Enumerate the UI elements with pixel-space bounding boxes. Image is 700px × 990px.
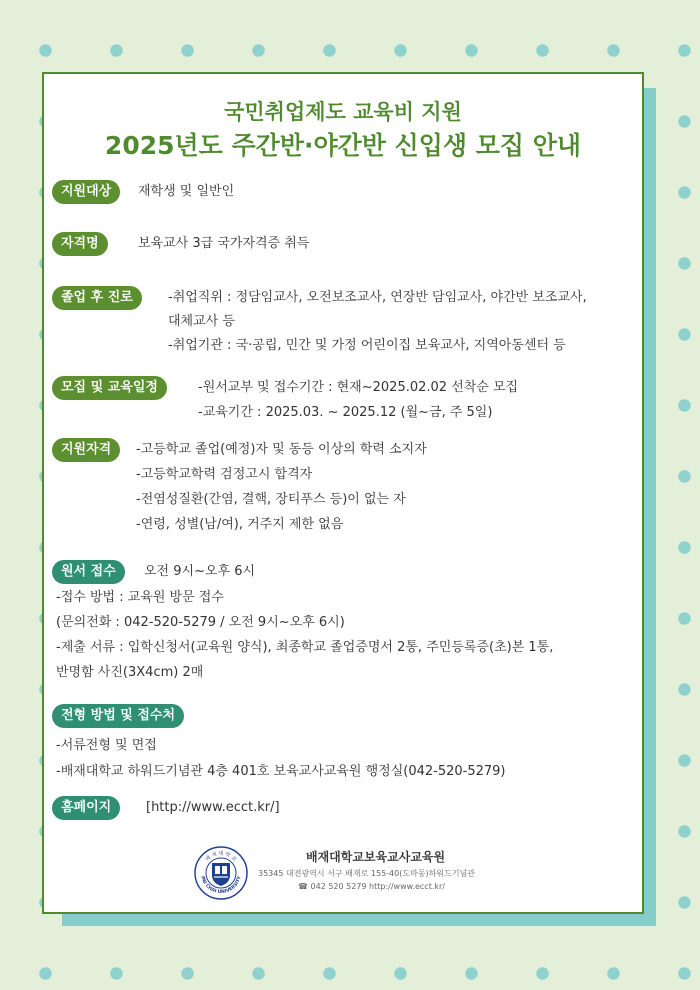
career-label: 졸업 후 진로 bbox=[52, 286, 142, 310]
career-line: -취업기관 : 국·공립, 민간 및 가정 어린이집 보육교사, 지역아동센터 등 bbox=[168, 338, 566, 353]
application-hours: 오전 9시~오후 6시 bbox=[144, 564, 256, 579]
career-line: -취업직위 : 정담임교사, 오전보조교사, 연장반 담임교사, 야간반 보조교사, bbox=[168, 290, 587, 305]
schedule-line: -원서교부 및 접수기간 : 현재~2025.02.02 선착순 모집 bbox=[198, 380, 519, 395]
homepage-link[interactable]: [http://www.ecct.kr/] bbox=[146, 800, 280, 815]
svg-text:배 재 대 학 교: 배 재 대 학 교 bbox=[204, 851, 238, 863]
qualification-label: 자격명 bbox=[52, 232, 108, 256]
target-label: 지원대상 bbox=[52, 180, 120, 204]
title-line-2: 2025년도 주간반·야간반 신입생 모집 안내 bbox=[104, 131, 582, 160]
eligibility-label: 지원자격 bbox=[52, 438, 120, 462]
application-line: (문의전화 : 042-520-5279 / 오전 9시~오후 6시) bbox=[56, 615, 345, 630]
eligibility-line: -고등학교 졸업(예정)자 및 동등 이상의 학력 소지자 bbox=[136, 442, 427, 457]
schedule-label: 모집 및 교육일정 bbox=[52, 376, 167, 400]
org-name: 배재대학교보육교사교육원 bbox=[306, 850, 446, 864]
org-contact: ☎ 042 520 5279 http://www.ecct.kr/ bbox=[298, 882, 445, 891]
university-logo-icon bbox=[194, 846, 248, 900]
schedule-line: -교육기간 : 2025.03. ~ 2025.12 (월~금, 주 5일) bbox=[198, 405, 493, 420]
selection-line: -서류전형 및 면접 bbox=[56, 738, 157, 753]
org-address: 35345 대전광역시 서구 배재로 155-40(도마동)하워드기념관 bbox=[258, 869, 476, 878]
qualification-text: 보육교사 3급 국가자격증 취득 bbox=[138, 236, 310, 251]
title-line-1: 국민취업제도 교육비 지원 bbox=[224, 100, 462, 124]
eligibility-line: -전염성질환(간염, 결핵, 장티푸스 등)이 없는 자 bbox=[136, 492, 406, 507]
selection-label: 전형 방법 및 접수처 bbox=[52, 704, 184, 728]
notice-card bbox=[42, 72, 644, 914]
eligibility-line: -고등학교학력 검정고시 합격자 bbox=[136, 467, 313, 482]
homepage-label: 홈페이지 bbox=[52, 796, 120, 820]
application-line: 반명함 사진(3X4cm) 2매 bbox=[56, 665, 204, 680]
career-line: 대체교사 등 bbox=[168, 314, 235, 329]
application-label: 원서 접수 bbox=[52, 560, 125, 584]
application-line: -제출 서류 : 입학신청서(교육원 양식), 최종학교 졸업증명서 2통, 주민등록증(초)본 1통, bbox=[56, 640, 554, 655]
footer bbox=[194, 844, 494, 904]
svg-text:PAI CHAI UNIVERSITY: PAI CHAI UNIVERSITY bbox=[199, 875, 243, 896]
application-line: -접수 방법 : 교육원 방문 접수 bbox=[56, 590, 224, 605]
target-text: 재학생 및 일반인 bbox=[138, 184, 235, 199]
selection-line: -배재대학교 하워드기념관 4층 401호 보육교사교육원 행정실(042-520-5279) bbox=[56, 764, 506, 779]
eligibility-line: -연령, 성별(남/여), 거주지 제한 없음 bbox=[136, 517, 344, 532]
